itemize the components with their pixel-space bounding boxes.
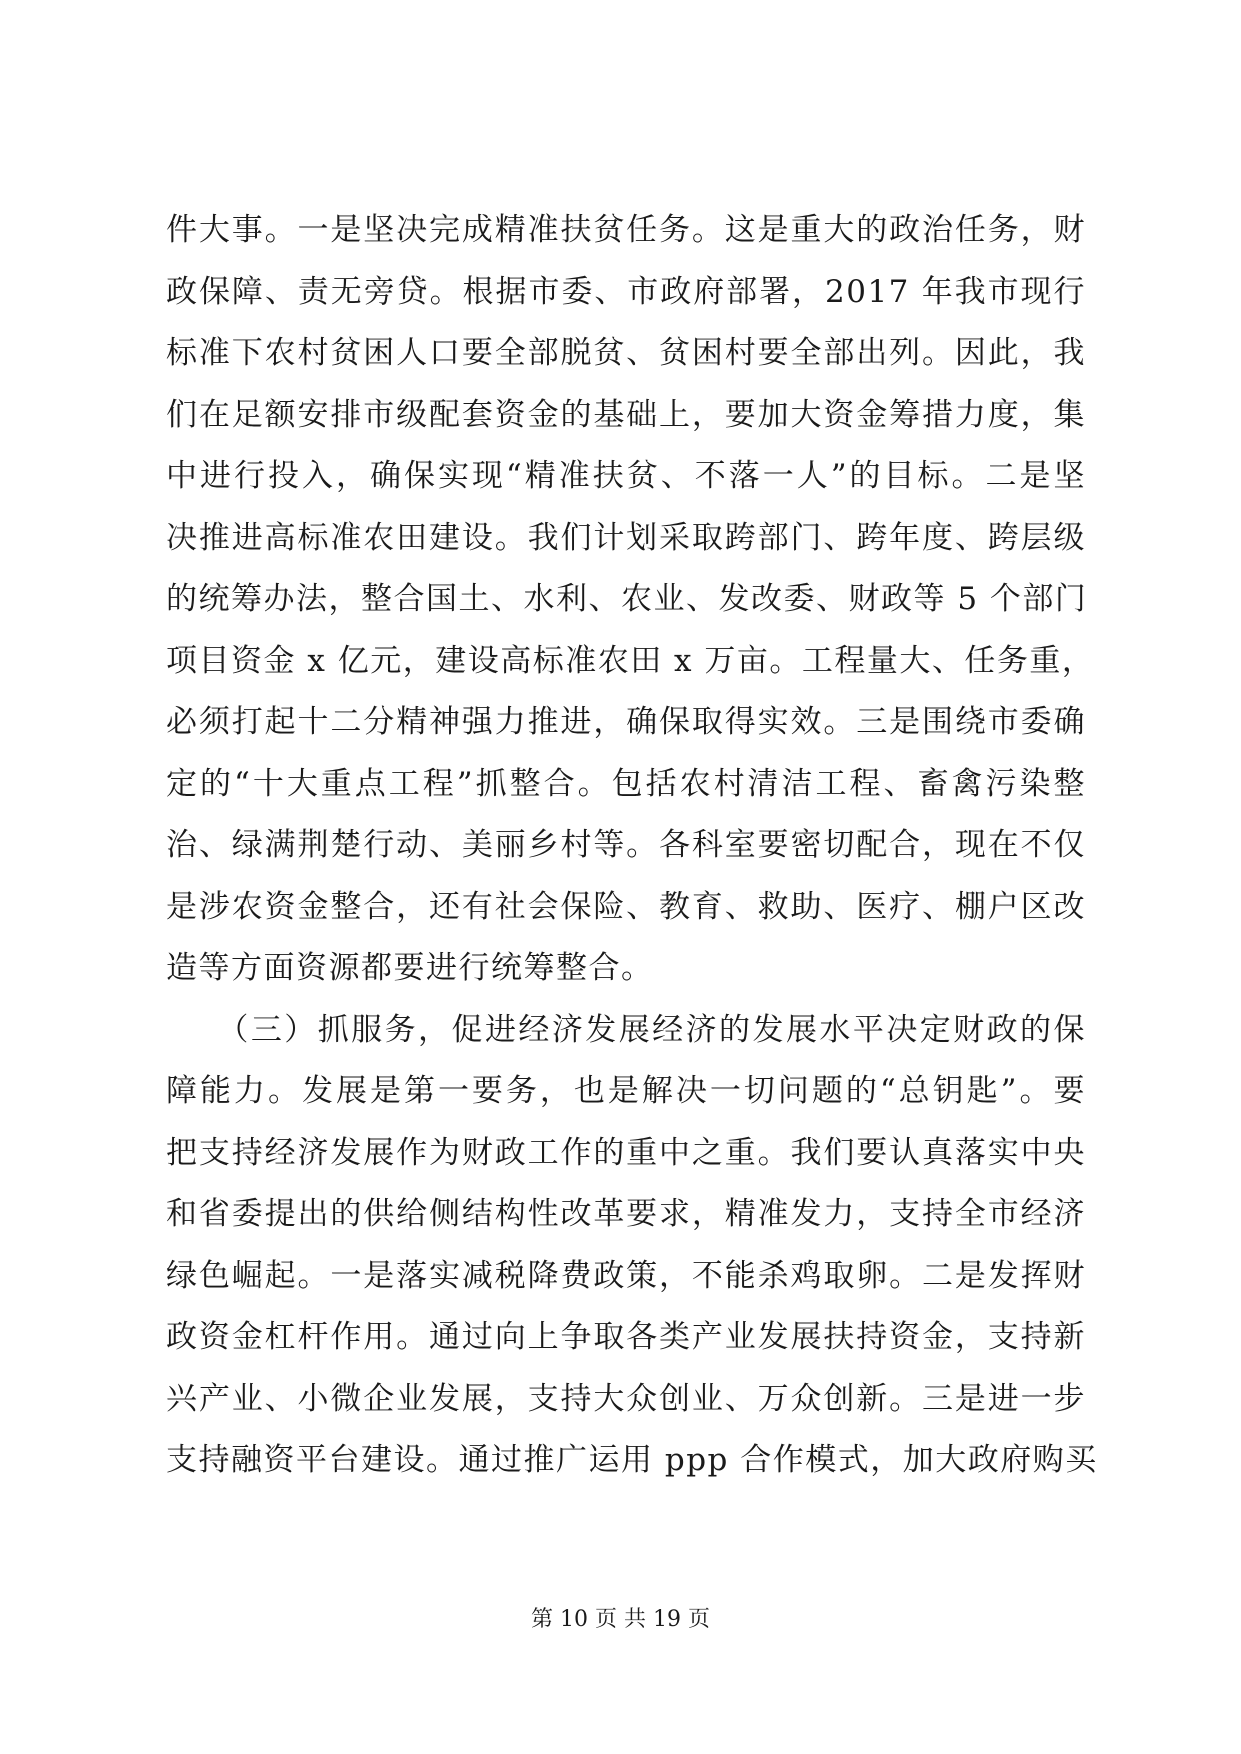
text-line: 造等方面资源都要进行统筹整合。: [166, 950, 654, 986]
text-line: 障能力。发展是第一要务，也是解决一切问题的“总钥匙”。要: [166, 1073, 1086, 1109]
text-line: 的统筹办法，整合国土、水利、农业、发改委、财政等 5 个部门: [166, 581, 1088, 617]
text-line: 兴产业、小微企业发展，支持大众创业、万众创新。三是进一步: [166, 1380, 1086, 1417]
text-line: （三）抓服务，促进经济发展经济的发展水平决定财政的保: [166, 1011, 1086, 1048]
text-line: 项目资金 x 亿元，建设高标准农田 x 万亩。工程量大、任务重，: [166, 642, 1095, 679]
text-line: 政保障、责无旁贷。根据市委、市政府部署，2017 年我市现行: [166, 273, 1086, 310]
text-line: 和省委提出的供给侧结构性改革要求，精准发力，支持全市经济: [166, 1196, 1086, 1232]
document-body: [166, 200, 1098, 1492]
text-line: 绿色崛起。一是落实减税降费政策，不能杀鸡取卵。二是发挥财: [166, 1257, 1086, 1294]
text-line: 决推进高标准农田建设。我们计划采取跨部门、跨年度、跨层级: [166, 519, 1086, 556]
text-line: 治、绿满荆楚行动、美丽乡村等。各科室要密切配合，现在不仅: [166, 827, 1086, 863]
text-line: 支持融资平台建设。通过推广运用 ppp 合作模式，加大政府购买: [166, 1442, 1098, 1478]
text-line: 们在足额安排市级配套资金的基础上，要加大资金筹措力度，集: [166, 396, 1086, 433]
text-line: 定的“十大重点工程”抓整合。包括农村清洁工程、畜禽污染整: [166, 765, 1086, 802]
text-line: 是涉农资金整合，还有社会保险、教育、救助、医疗、棚户区改: [166, 888, 1086, 925]
page-number-footer: 第 10 页 共 19 页: [531, 1607, 710, 1632]
text-line: 必须打起十二分精神强力推进，确保取得实效。三是围绕市委确: [166, 704, 1086, 740]
text-line: 政资金杠杆作用。通过向上争取各类产业发展扶持资金，支持新: [166, 1319, 1086, 1355]
text-line: 中进行投入，确保实现“精准扶贫、不落一人”的目标。二是坚: [166, 458, 1086, 494]
text-line: 件大事。一是坚决完成精准扶贫任务。这是重大的政治任务，财: [166, 212, 1086, 248]
text-line: 标准下农村贫困人口要全部脱贫、贫困村要全部出列。因此，我: [166, 335, 1086, 371]
text-line: 把支持经济发展作为财政工作的重中之重。我们要认真落实中央: [166, 1134, 1086, 1171]
